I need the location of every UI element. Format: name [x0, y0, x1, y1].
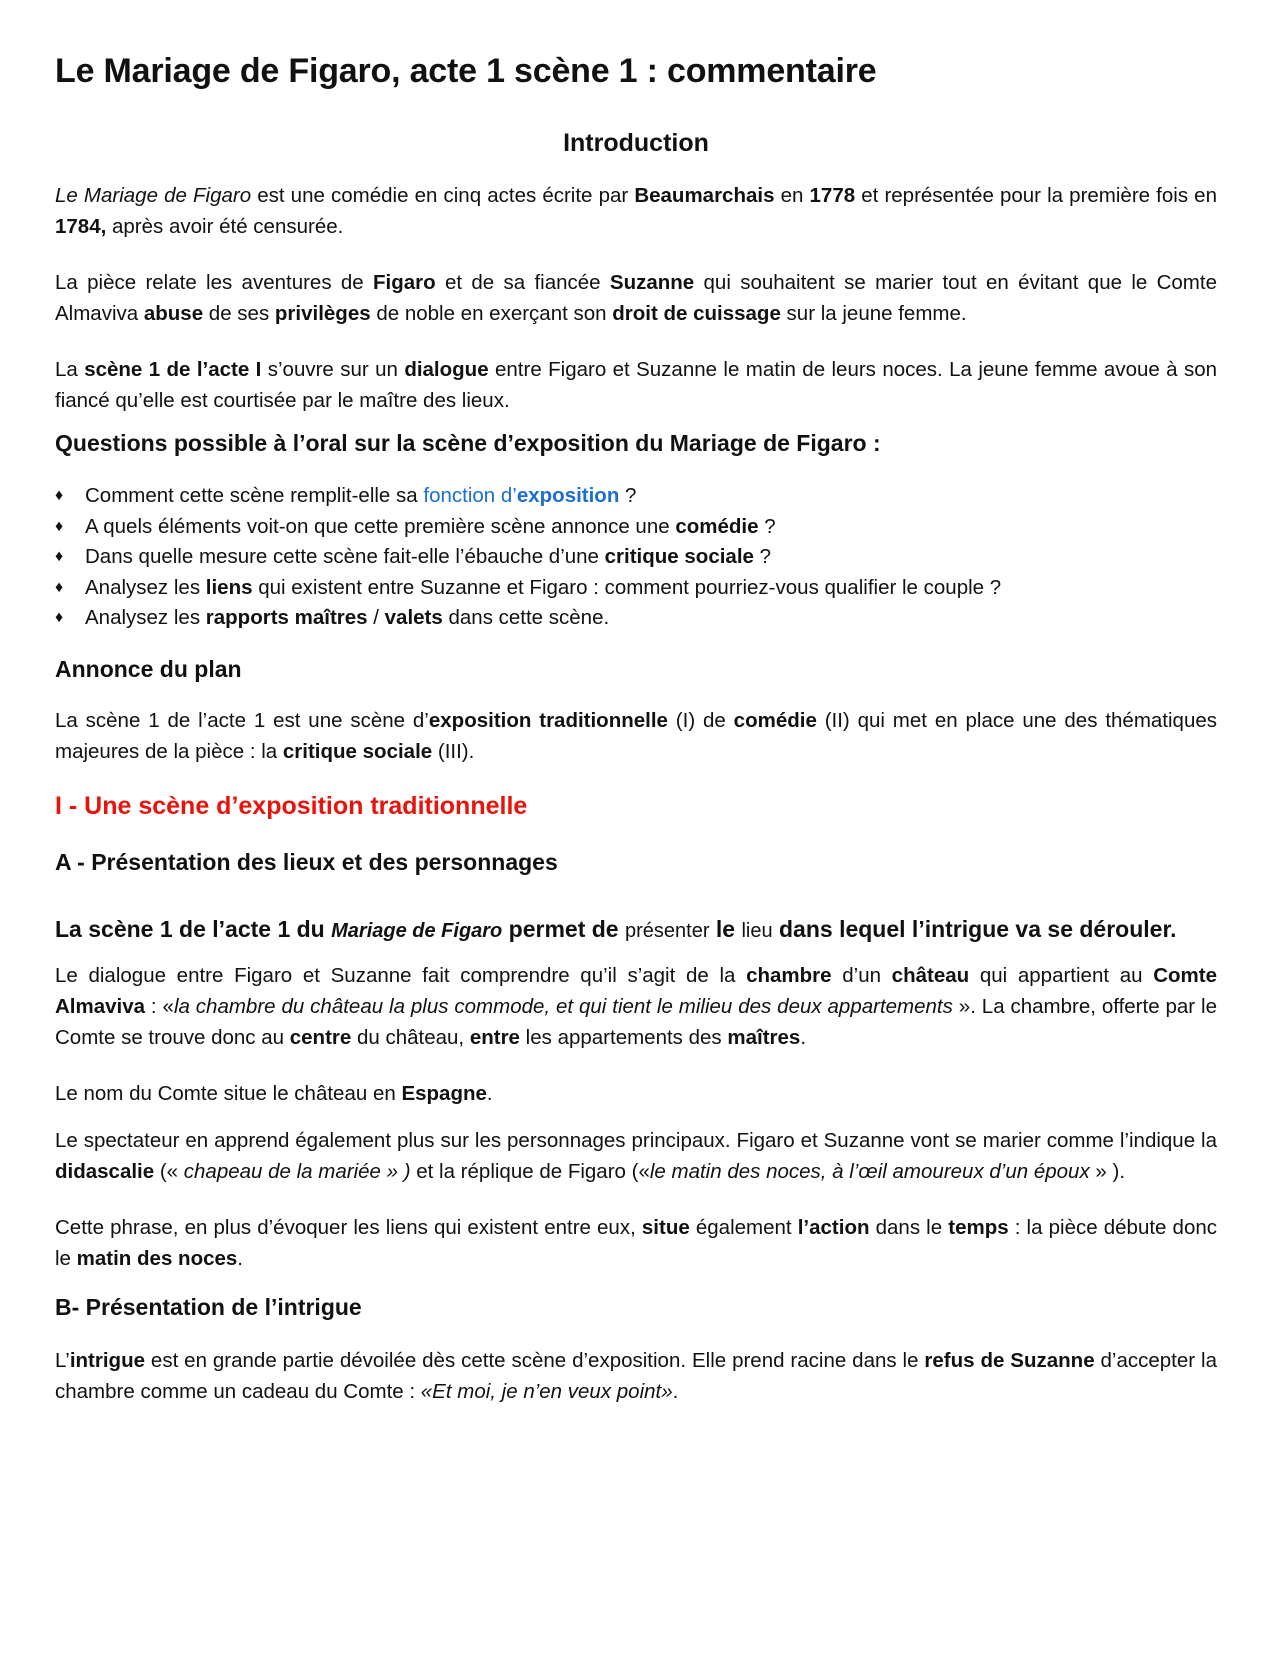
part-1-heading: I - Une scène d’exposition traditionnelle — [55, 791, 528, 820]
page-content — [55, 52, 1217, 1432]
intro-paragraph-3: La scène 1 de l’acte I s’ouvre sur un dialogue entre Figaro et Suzanne le matin de leurs noces. La jeune femme avoue à son fiancé qu’elle est courtisée par le maître des lieux. — [55, 358, 1218, 412]
section-a-paragraph-1: Le dialogue entre Figaro et Suzanne fait comprendre qu’il s’agit de la chambre d’un château qui appartient au Comte Almaviva : «la chambre du château la plus commode, et qui tient le milieu des deux appartements ». La chambre, offerte par le Comte se trouve donc au centre du château, entre les appartements des maîtres. — [55, 963, 1217, 1049]
exposition-link[interactable]: fonction d’exposition — [423, 484, 620, 507]
list-item: ♦ Analysez les rapports maîtres / valets dans cette scène. — [55, 603, 1217, 634]
section-a-paragraph-2: Le nom du Comte situe le château en Espagne. — [55, 1081, 493, 1105]
diamond-bullet-icon: ♦ — [55, 487, 64, 504]
section-a-paragraph-3: Le spectateur en apprend également plus sur les personnages principaux. Figaro et Suzanne vont se marier comme l’indique la didascalie (« chapeau de la mariée » ) et la réplique de Figaro («le matin des noces, à l’œil amoureux d’un époux » ). — [55, 1128, 1217, 1183]
diamond-bullet-icon: ♦ — [55, 578, 64, 596]
list-item: ♦ Dans quelle mesure cette scène fait-elle l’ébauche d’une critique sociale ? — [55, 542, 1217, 573]
section-b-heading: B- Présentation de l’intrigue — [55, 1293, 362, 1320]
document-title: Le Mariage de Figaro, acte 1 scène 1 : commentaire — [55, 52, 877, 90]
diamond-bullet-icon: ♦ — [55, 548, 64, 565]
list-item: ♦ Analysez les liens qui existent entre Suzanne et Figaro : comment pourriez-vous qualifier le couple ? — [55, 573, 1217, 604]
questions-list — [55, 481, 1217, 634]
questions-heading: Questions possible à l’oral sur la scène d’exposition du Mariage de Figaro : — [55, 430, 881, 456]
list-item: ♦ Comment cette scène remplit-elle sa fonction d’exposition ? — [55, 481, 1217, 512]
section-a-lead: La scène 1 de l’acte 1 du Mariage de Figaro permet de présenter le lieu dans lequel l’intrigue va se dérouler. — [55, 915, 1177, 942]
intro-paragraph-1: Le Mariage de Figaro est une comédie en cinq actes écrite par Beaumarchais en 1778 et représentée pour la première fois en 1784, après avoir été censurée. — [55, 184, 1217, 238]
introduction-heading: Introduction — [563, 129, 709, 157]
intro-paragraph-2: La pièce relate les aventures de Figaro et de sa fiancée Suzanne qui souhaitent se marier tout en évitant que le Comte Almaviva abuse de ses privilèges de noble en exerçant son droit de cuissage sur la jeune femme. — [55, 271, 1217, 325]
section-b-paragraph-1: L’intrigue est en grande partie dévoilée dès cette scène d’exposition. Elle prend racine dans le refus de Suzanne d’accepter la chambre comme un cadeau du Comte : «Et moi, je n’en veux point». — [55, 1348, 1217, 1403]
plan-paragraph: La scène 1 de l’acte 1 est une scène d’exposition traditionnelle (I) de comédie (II) qui met en place une des thématiques majeures de la pièce : la critique sociale (III). — [55, 708, 1217, 763]
diamond-bullet-icon: ♦ — [55, 609, 64, 626]
list-item: ♦ A quels éléments voit-on que cette première scène annonce une comédie ? — [55, 512, 1217, 543]
plan-heading: Annonce du plan — [55, 655, 242, 682]
diamond-bullet-icon: ♦ — [55, 517, 64, 535]
work-title: Le Mariage de Figaro — [55, 184, 252, 207]
section-a-heading: A - Présentation des lieux et des personnages — [55, 848, 558, 875]
section-a-paragraph-4: Cette phrase, en plus d’évoquer les liens qui existent entre eux, situe également l’action dans le temps : la pièce débute donc le matin des noces. — [55, 1215, 1218, 1270]
